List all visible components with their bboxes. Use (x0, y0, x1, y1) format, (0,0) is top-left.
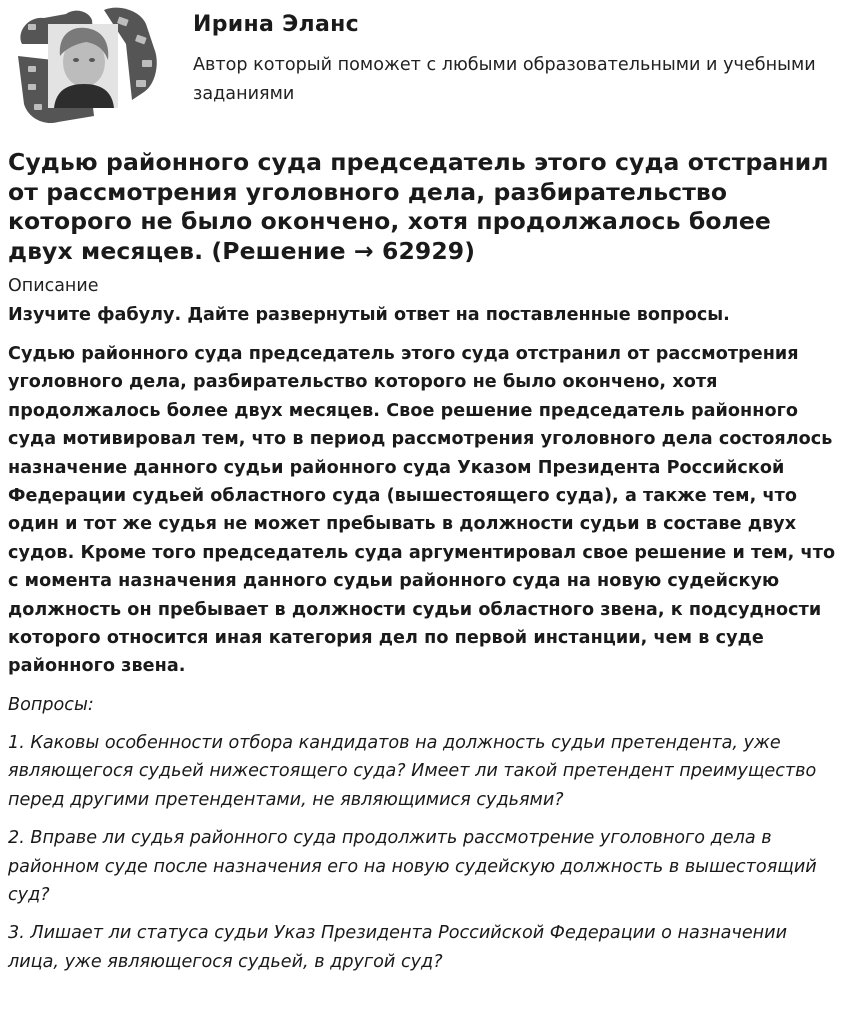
author-description: Автор который поможет с любыми образовательными и учебными заданиями (193, 55, 816, 104)
question-item: 3. Лишает ли статуса судьи Указ Президента Российской Федерации о назначении лица, уже являющегося судьей, в другой суд? (8, 923, 788, 972)
description-label: Описание (8, 276, 99, 296)
author-avatar[interactable] (14, 4, 160, 128)
author-name[interactable]: Ирина Эланс (193, 12, 359, 37)
task-title: Судью районного суда председатель этого суда отстранил от рассмотрения уголовного дела, разбирательство которого не было окончено, хотя продолжалось более двух месяцев. (Решение → 62929) (8, 148, 829, 265)
question-item: 2. Вправе ли судья районного суда продолжить рассмотрение уголовного дела в районном суде после назначения его на новую судейскую должность в вышестоящий суд? (8, 828, 817, 905)
question-item: 1. Каковы особенности отбора кандидатов на должность судьи претендента, уже являющегося судьей нижестоящего суда? Имеет ли такой претендент преимущество перед другими претендентами, не являющимися судьями? (8, 732, 817, 810)
questions-label: Вопросы: (8, 694, 94, 715)
author-card (8, 0, 839, 134)
task-body: Судью районного суда председатель этого суда отстранил от рассмотрения уголовного дела, разбирательство которого не было окончено, хотя продолжалось более двух месяцев. Свое решение председатель районного суда мотивировал тем, что в период рассмотрения уголовного дела состоялось назначение данного судьи районного суда Указом Президента Российской Федерации судьей областного суда (вышестоящего суда), а также тем, что один и тот же судья не может пребывать в должности судьи в составе двух судов. Кроме того председатель суда аргументировал свое решение и тем, что с момента назначения данного судьи районного суда на новую судейскую должность он пребывает в должности судьи областного звена, к подсудности которого относится иная категория дел по первой инстанции, чем в суде районного звена. (8, 344, 836, 677)
task-lead: Изучите фабулу. Дайте развернутый ответ на поставленные вопросы. (8, 305, 730, 325)
